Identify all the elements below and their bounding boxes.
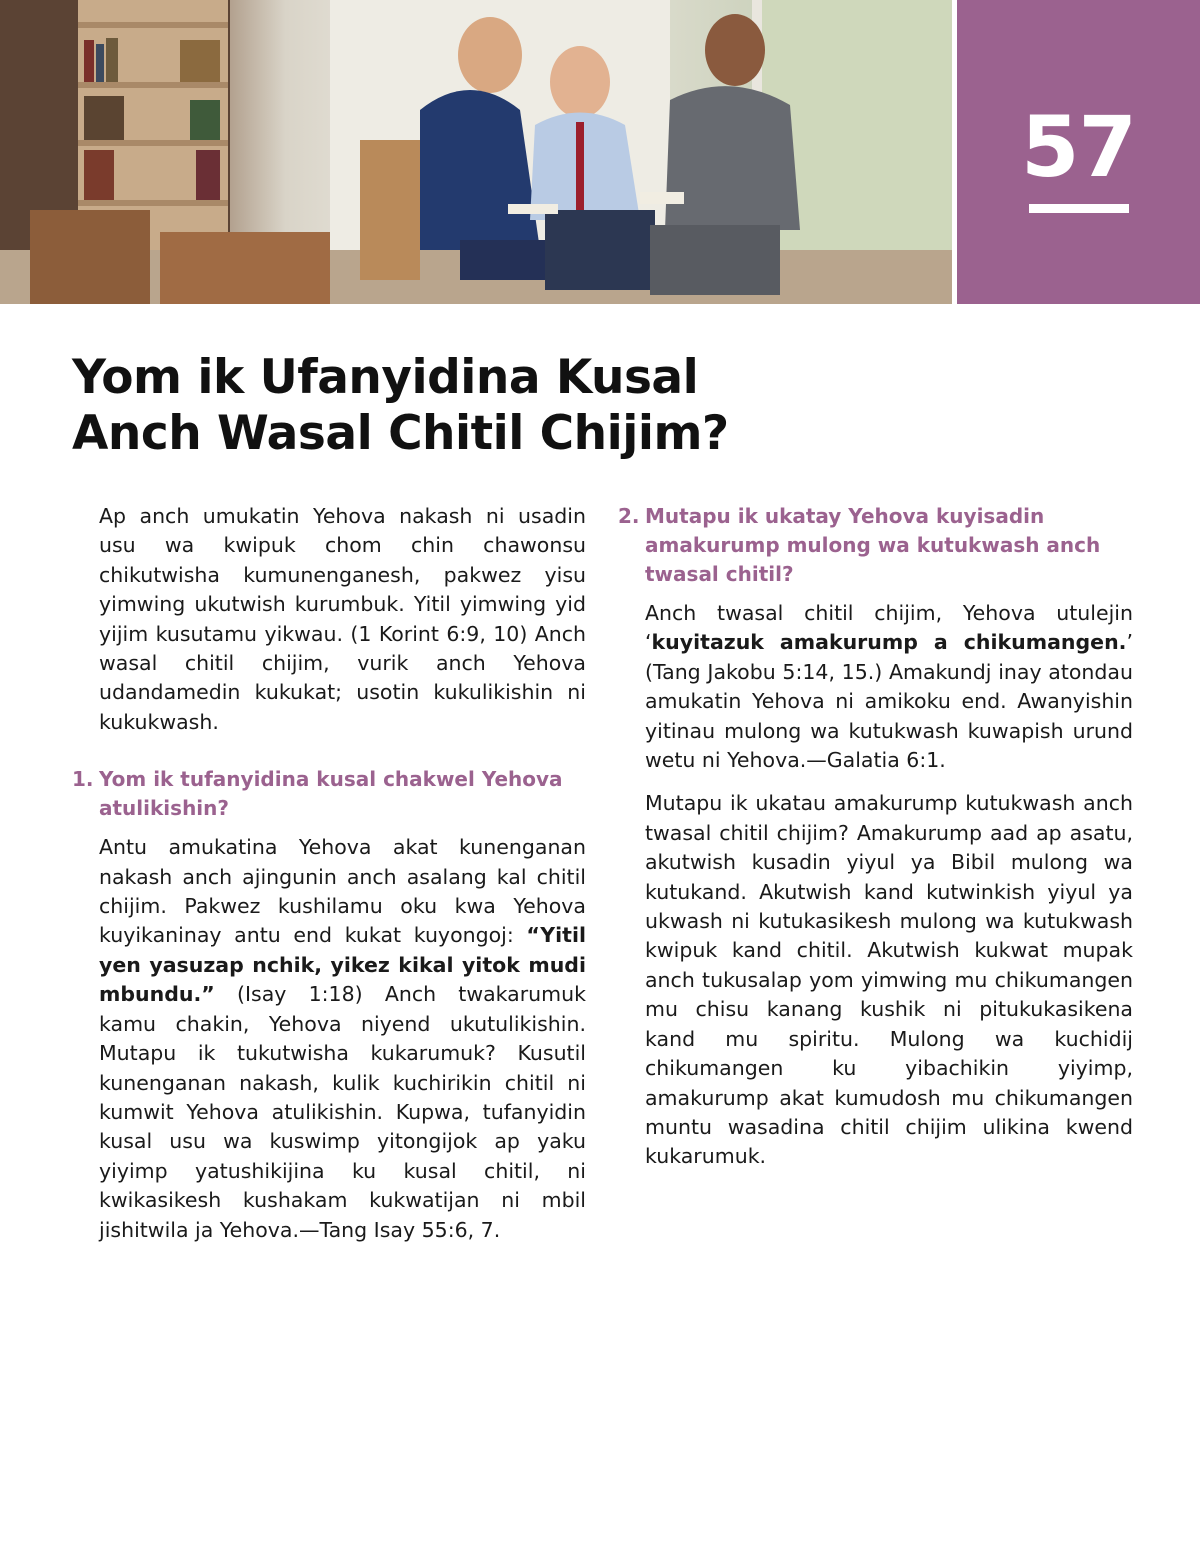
answer-2-scripture-quote: kuyitazuk amakurump a chikumangen. [651,630,1127,655]
question-text-2: Mutapu ik ukatay Yehova kuyisadin amakurump mulong wa kutukwash anch twasal chitil? [645,504,1101,586]
answer-2-text-b: ’ (Tang Jakobu 5:14, 15.) Amakundj inay atondau amukatin Yehova ni amikoku end. Awanyishin yitinau mulong wa kutukwash kuwapish urund wetu ni Yehova.—Galatia 6:1. [645,630,1133,773]
answer-paragraph-1 [72,833,586,1245]
answer-1-scripture-quote: “Yitil yen yasuzap nchik, yikez kikal yitok mudi mbundu.” [99,923,586,1007]
header-photo-illustration [0,0,952,304]
page-title [72,350,872,462]
header-photo [0,0,952,304]
question-number-2: 2. [618,504,640,528]
page-title-line-1: Yom ik Ufanyidina Kusal [72,350,699,405]
answer-2-text-a: Anch twasal chitil chijim, Yehova utulejin ‘ [645,601,1133,655]
lesson-number: 57 [1021,98,1136,196]
page-title-line-2: Anch Wasal Chitil Chijim? [72,406,729,461]
right-column [618,502,1133,1186]
question-number-1: 1. [72,767,94,792]
answer-1-text-b: (Isay 1:18) Anch twakarumuk kamu chakin, Yehova niyend ukutulikishin. Mutapu ik tukutwisha kukarumuk? Kusutil kunenganan nakash, kulik kuchirikin chitil ni kumwit Yehova atulikishin. Kupwa, tufanyidin kusal usu wa kuswimp yitongijok ap yaku yiyimp yatushikijina ku kusal chitil, ni kwikasikesh kushakam kukwatijan ni mbil jishitwila ja Yehova.—Tang Isay 55:6, 7. [99,982,586,1242]
answer-paragraph-2b: Mutapu ik ukatau amakurump kutukwash anch twasal chitil chijim? Amakurump aad ap asatu, akutwish kusadin yiyul ya Bibil mulong wa kutukand. Akutwish kand kutwinkish yiyul ya ukwash ni kutukasikesh mulong wa kutukwash kwipuk kand chitil. Akutwish kukwat mupak anch tukusalap yom yimwing mu chikumangen mu chisu kanang kushik ni pitukukasikena kand mu spiritu. Mulong wa kuchidij chikumangen ku yibachikin yiyimp, amakurump akat kumudosh mu chikumangen muntu wasadina chitil chijim ulikina kwend kukarumuk. [645,791,1133,1169]
question-text-1: Yom ik tufanyidina kusal chakwel Yehova atulikishin? [99,767,563,821]
question-heading-1 [72,765,586,823]
left-column [72,502,586,1259]
lesson-number-box [957,0,1200,304]
question-heading-2 [618,502,1133,589]
lesson-number-underline [1029,204,1129,213]
intro-paragraph: Ap anch umukatin Yehova nakash ni usadin usu wa kwipuk chom chin chawonsu chikutwisha kumunenganesh, pakwez yisu yimwing ukutwish kurumbuk. Yitil yimwing yid yijim kusutamu yikwau. (1 Korint 6:9, 10) Anch wasal chitil chijim, vurik anch Yehova udandamedin kukukat; usotin kukulikishin ni kukukwash. [99,504,586,734]
answer-paragraph-2a [618,599,1133,775]
answer-1-text-a: Antu amukatina Yehova akat kunenganan nakash anch ajingunin anch asalang kal chitil chijim. Pakwez kushilamu oku kwa Yehova kuyikaninay antu end kukat kuyongoj: [99,835,586,948]
